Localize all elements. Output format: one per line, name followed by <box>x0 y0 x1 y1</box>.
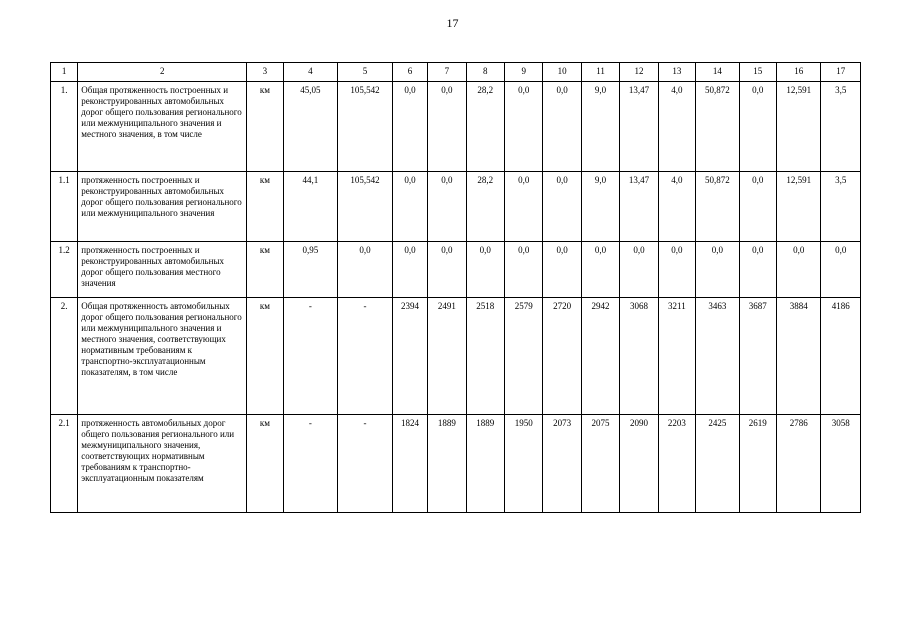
value-cell: 0,0 <box>739 242 776 298</box>
value-cell: 3463 <box>696 298 739 415</box>
column-header: 6 <box>392 63 427 82</box>
column-header: 11 <box>581 63 619 82</box>
value-cell: 2619 <box>739 415 776 513</box>
value-cell: 105,542 <box>338 172 393 242</box>
value-cell: 1824 <box>392 415 427 513</box>
value-cell: - <box>338 298 393 415</box>
table-row <box>51 172 861 242</box>
value-cell: 12,591 <box>776 172 820 242</box>
column-header: 4 <box>283 63 338 82</box>
value-cell: - <box>338 415 393 513</box>
value-cell: 50,872 <box>696 82 739 172</box>
row-number-cell: 2. <box>51 298 78 415</box>
value-cell: 3058 <box>821 415 861 513</box>
value-cell: 45,05 <box>283 82 338 172</box>
value-cell: 0,0 <box>543 172 581 242</box>
column-header: 7 <box>428 63 466 82</box>
value-cell: 1889 <box>466 415 504 513</box>
column-header: 13 <box>658 63 695 82</box>
value-cell: 2579 <box>504 298 542 415</box>
value-cell: 2090 <box>620 415 658 513</box>
indicator-name-cell: протяженность построенных и реконструированных автомобильных дорог общего пользования местного значения <box>78 242 247 298</box>
value-cell: 50,872 <box>696 172 739 242</box>
value-cell: 0,0 <box>504 172 542 242</box>
column-header: 14 <box>696 63 739 82</box>
value-cell: 2394 <box>392 298 427 415</box>
table-row <box>51 298 861 415</box>
value-cell: 3211 <box>658 298 695 415</box>
value-cell: 2786 <box>776 415 820 513</box>
unit-cell: км <box>247 415 283 513</box>
indicator-name-cell: Общая протяженность построенных и реконструированных автомобильных дорог общего пользования регионального или межмуниципального значения и местного значения, в том числе <box>78 82 247 172</box>
value-cell: 0,0 <box>428 172 466 242</box>
table-body <box>51 63 861 513</box>
value-cell: 0,0 <box>739 82 776 172</box>
column-header: 15 <box>739 63 776 82</box>
value-cell: - <box>283 415 338 513</box>
page-number: 17 <box>446 16 459 30</box>
value-cell: 2491 <box>428 298 466 415</box>
value-cell: 0,0 <box>581 242 619 298</box>
row-number-cell: 1.1 <box>51 172 78 242</box>
column-header: 10 <box>543 63 581 82</box>
value-cell: 2075 <box>581 415 619 513</box>
value-cell: 0,0 <box>620 242 658 298</box>
value-cell: 0,95 <box>283 242 338 298</box>
column-header: 5 <box>338 63 393 82</box>
unit-cell: км <box>247 298 283 415</box>
row-number-cell: 2.1 <box>51 415 78 513</box>
value-cell: 1889 <box>428 415 466 513</box>
value-cell: 0,0 <box>739 172 776 242</box>
table-row <box>51 82 861 172</box>
unit-cell: км <box>247 82 283 172</box>
value-cell: 3884 <box>776 298 820 415</box>
value-cell: 0,0 <box>392 82 427 172</box>
value-cell: 1950 <box>504 415 542 513</box>
value-cell: 0,0 <box>504 82 542 172</box>
value-cell: 44,1 <box>283 172 338 242</box>
row-number-cell: 1.2 <box>51 242 78 298</box>
value-cell: 0,0 <box>392 242 427 298</box>
value-cell: 13,47 <box>620 82 658 172</box>
value-cell: 2203 <box>658 415 695 513</box>
indicator-name-cell: Общая протяженность автомобильных дорог общего пользования регионального или межмуниципального значения и местного значения, соответствующих нормативным требованиям к транспортно-эксплуатационным показателям, в том числе <box>78 298 247 415</box>
value-cell: 2518 <box>466 298 504 415</box>
value-cell: 2720 <box>543 298 581 415</box>
table-row <box>51 415 861 513</box>
indicator-name-cell: протяженность автомобильных дорог общего пользования регионального или межмуниципального значения, соответствующих нормативным требованиям к транспортно-эксплуатационным показателям <box>78 415 247 513</box>
value-cell: 0,0 <box>776 242 820 298</box>
column-header: 9 <box>504 63 542 82</box>
value-cell: 2073 <box>543 415 581 513</box>
value-cell: 13,47 <box>620 172 658 242</box>
value-cell: 0,0 <box>466 242 504 298</box>
value-cell: 0,0 <box>392 172 427 242</box>
value-cell: 4,0 <box>658 172 695 242</box>
value-cell: 9,0 <box>581 82 619 172</box>
value-cell: 0,0 <box>428 242 466 298</box>
value-cell: - <box>283 298 338 415</box>
value-cell: 28,2 <box>466 82 504 172</box>
value-cell: 2942 <box>581 298 619 415</box>
value-cell: 3068 <box>620 298 658 415</box>
value-cell: 9,0 <box>581 172 619 242</box>
value-cell: 0,0 <box>428 82 466 172</box>
value-cell: 28,2 <box>466 172 504 242</box>
unit-cell: км <box>247 172 283 242</box>
column-header: 3 <box>247 63 283 82</box>
column-header: 1 <box>51 63 78 82</box>
value-cell: 4186 <box>821 298 861 415</box>
unit-cell: км <box>247 242 283 298</box>
value-cell: 105,542 <box>338 82 393 172</box>
value-cell: 0,0 <box>543 242 581 298</box>
value-cell: 3687 <box>739 298 776 415</box>
value-cell: 4,0 <box>658 82 695 172</box>
column-header: 17 <box>821 63 861 82</box>
column-header: 16 <box>776 63 820 82</box>
value-cell: 0,0 <box>543 82 581 172</box>
value-cell: 3,5 <box>821 82 861 172</box>
value-cell: 0,0 <box>504 242 542 298</box>
value-cell: 0,0 <box>696 242 739 298</box>
value-cell: 12,591 <box>776 82 820 172</box>
value-cell: 0,0 <box>821 242 861 298</box>
column-header: 12 <box>620 63 658 82</box>
value-cell: 3,5 <box>821 172 861 242</box>
table-row <box>51 242 861 298</box>
column-header: 8 <box>466 63 504 82</box>
row-number-cell: 1. <box>51 82 78 172</box>
indicator-name-cell: протяженность построенных и реконструированных автомобильных дорог общего пользования регионального или межмуниципального значения <box>78 172 247 242</box>
value-cell: 0,0 <box>658 242 695 298</box>
value-cell: 0,0 <box>338 242 393 298</box>
data-table <box>50 62 861 513</box>
column-header: 2 <box>78 63 247 82</box>
value-cell: 2425 <box>696 415 739 513</box>
header-row <box>51 63 861 82</box>
